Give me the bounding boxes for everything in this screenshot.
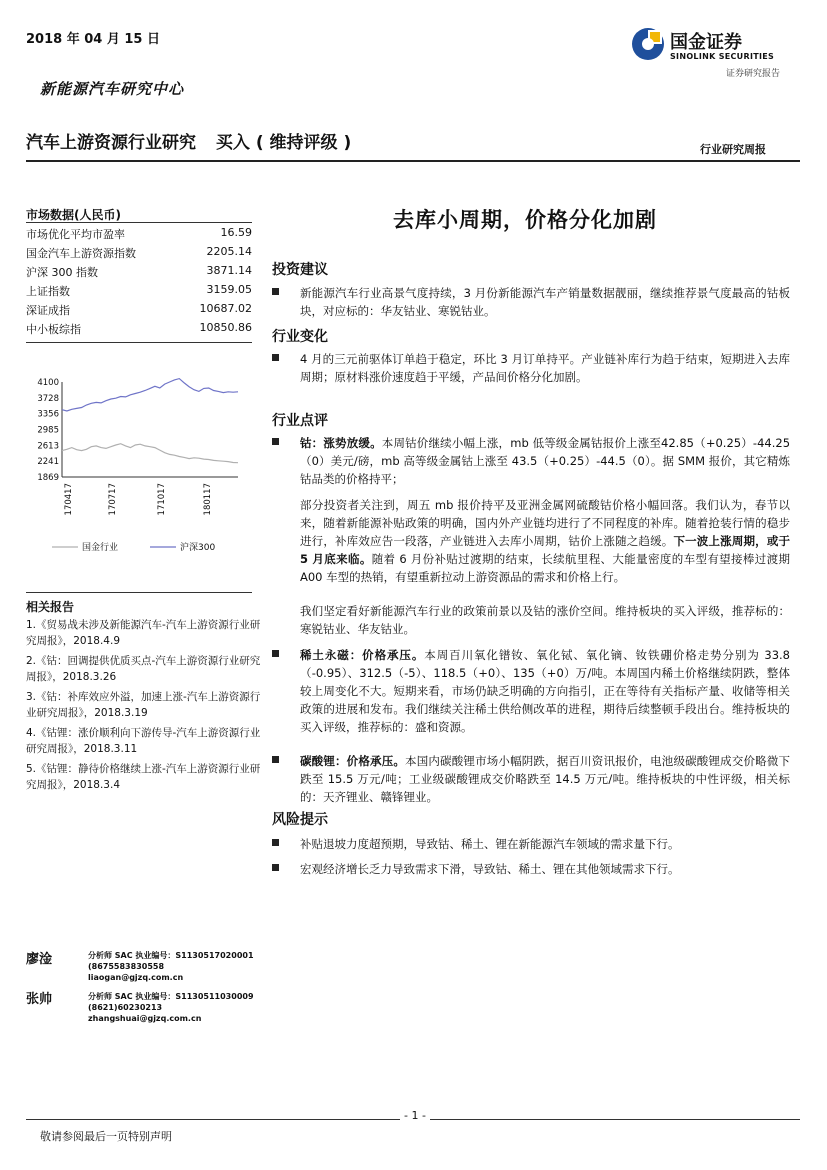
research-center-name: 新能源汽车研究中心 — [40, 80, 185, 98]
chart-x-tick-label: 170717 — [107, 483, 118, 516]
chart-series-line — [62, 379, 238, 411]
related-reports-list — [26, 617, 266, 797]
related-reports-title: 相关报告 — [26, 600, 75, 614]
bullet-icon — [272, 288, 279, 295]
market-row: 市场优化平均市盈率 16.59 — [26, 226, 252, 241]
related-report-item[interactable]: 2.《钴：回调提供优质买点-汽车上游资源行业研究周报》，2018.3.26 — [26, 655, 261, 683]
invest-paragraph: 新能源汽车行业高景气度持续，3 月份新能源汽车产销量数据靓丽，继续推荐景气度最高的钴板块，对应标的：华友钴业、寒锐钴业。 — [274, 284, 790, 320]
author-name: 廖淦 — [26, 952, 53, 967]
bullet-icon — [272, 438, 279, 445]
page-number: - 1 - — [400, 1109, 430, 1122]
disclaimer-note: 敬请参阅最后一页特别声明 — [40, 1130, 172, 1143]
chart-y-tick-label: 3356 — [37, 409, 59, 420]
chart-x-tick-label: 170417 — [63, 483, 74, 516]
market-row: 上证指数 3159.05 — [26, 283, 252, 298]
market-row: 深证成指 10687.02 — [26, 302, 252, 317]
market-top-line — [26, 222, 252, 223]
market-row: 国金汽车上游资源指数 2205.14 — [26, 245, 252, 260]
market-row: 中小板综指 10850.86 — [26, 321, 252, 336]
logo-subtitle: 证券研究报告 — [726, 69, 781, 79]
market-data-title: 市场数据(人民币) — [26, 208, 121, 222]
report-title-bar — [26, 128, 365, 153]
related-report-item[interactable]: 1.《贸易战未涉及新能源汽车-汽车上游资源行业研究周报》，2018.4.9 — [26, 619, 261, 647]
bullet-icon — [272, 839, 279, 846]
report-type: 行业研究周报 — [700, 143, 766, 156]
report-title: 汽车上游资源行业研究 — [26, 133, 196, 153]
chart-y-tick-label: 1869 — [37, 473, 59, 483]
section-title-review: 行业点评 — [272, 413, 328, 429]
related-top-line — [26, 592, 252, 593]
change-paragraph: 4 月的三元前驱体订单趋于稳定，环比 3 月订单持平。产业链补库行为趋于结束，短期进入去库周期；原材料涨价速度趋于平缓，产品间价格分化加剧。 — [274, 350, 790, 386]
rare-earth-paragraph: 稀土永磁：价格承压。本周百川氧化镨钕、氧化铽、氧化镝、钕铁硼价格走势分别为 33.8（-0.95）、312.5（-5）、118.5（+0）、135（+0）万/吨。本周国内稀土价格继续阴跌，整体较上周变化不大。短期来看，市场仍缺乏明确的方向指引，正在等待有关指标产量、收储等相关政策的进展和发布。我们继续关注稀土供给侧改革的进程，期待后续整顿手段出台。维持板块的买入评级，推荐标的：盛和资源。 — [274, 646, 790, 736]
author-name: 张帅 — [26, 992, 53, 1007]
market-row: 沪深 300 指数 3871.14 — [26, 264, 252, 279]
logo-chinese-name: 国金证券 — [670, 32, 742, 53]
bullet-icon — [272, 756, 279, 763]
related-report-item[interactable]: 3.《钴：补库效应外溢，加速上涨-汽车上游资源行业研究周报》，2018.3.19 — [26, 691, 261, 719]
author-contact: 分析师 SAC 执业编号：S1130517020001 (8675583830558 liaogan@gjzq.com.cn — [88, 951, 254, 982]
lithium-paragraph: 碳酸锂：价格承压。本国内碳酸锂市场小幅阴跌，据百川资讯报价，电池级碳酸锂成交价略微下跌至 15.5 万元/吨；工业级碳酸锂成交价略跌至 14.5 万元/吨。维持板块的中性评级，相关标的：天齐锂业、赣锋锂业。 — [274, 752, 790, 806]
report-date: 2018 年 04 月 15 日 — [26, 32, 160, 47]
cobalt-paragraph: 钴：涨势放缓。本周钴价继续小幅上涨，mb 低等级金属钴报价上涨至42.85（+0.25）-44.25（0）美元/磅，mb 高等级金属钴上涨至 43.5（+0.25）-44.5（0）。据 SMM 报价，其它精炼钴品类的价格持平； — [274, 434, 790, 488]
index-chart-svg — [22, 372, 250, 562]
index-chart — [22, 372, 250, 562]
logo-mark-icon — [630, 26, 666, 62]
market-bottom-line — [26, 342, 252, 343]
chart-x-tick-label: 180117 — [202, 483, 213, 516]
logo-english-name: SINOLINK SECURITIES — [670, 52, 775, 61]
section-title-change: 行业变化 — [272, 329, 328, 345]
bullet-icon — [272, 354, 279, 361]
risk-item: 宏观经济增长乏力导致需求下滑，导致钴、稀土、锂在其他领域需求下行。 — [274, 860, 790, 878]
chart-legend-label: 沪深300 — [180, 543, 216, 553]
chart-series-line — [62, 444, 238, 463]
report-headline: 去库小周期，价格分化加剧 — [393, 207, 657, 232]
related-report-item[interactable]: 4.《钴锂：涨价顺利向下游传导-汽车上游资源行业研究周报》，2018.3.11 — [26, 727, 261, 755]
chart-x-tick-label: 171017 — [157, 483, 168, 516]
chart-legend-label: 国金行业 — [82, 543, 119, 553]
author-contact: 分析师 SAC 执业编号：S1130511030009 (8621)60230213 zhangshuai@gjzq.com.cn — [88, 992, 254, 1023]
cobalt-recommend-paragraph: 我们坚定看好新能源汽车行业的政策前景以及钴的涨价空间。维持板块的买入评级，推荐标的：寒锐钴业、华友钴业。 — [300, 604, 790, 636]
company-logo — [630, 24, 790, 84]
section-title-invest: 投资建议 — [272, 262, 328, 278]
cobalt-analysis-paragraph: 部分投资者关注到，周五 mb 报价持平及亚洲金属网硫酸钴价格小幅回落。我们认为，春节以来，随着新能源补贴政策的明确，国内外产业链均进行了不同程度的补库。随着抢装行情的稳步进行，补库效应告一段落，产业链进入去库小周期，钴价上涨随之趋缓。下一波上涨周期，或于 5 月底来临。随着 6 月份补贴过渡期的结束，长续航里程、大能量密度的车型有望接棒过渡期 A00 车型的热销，有望重新拉动上游资源品的需求和价格上行。 — [300, 498, 791, 584]
chart-y-tick-label: 2985 — [37, 425, 59, 436]
risk-item: 补贴退坡力度超预期，导致钴、稀土、锂在新能源汽车领域的需求量下行。 — [274, 835, 790, 853]
chart-y-tick-label: 2613 — [37, 441, 59, 452]
chart-y-tick-label: 3728 — [37, 393, 59, 404]
bullet-icon — [272, 650, 279, 657]
bullet-icon — [272, 864, 279, 871]
related-report-item[interactable]: 5.《钴锂：静待价格继续上涨-汽车上游资源行业研究周报》，2018.3.4 — [26, 763, 261, 791]
header-divider — [26, 160, 800, 162]
chart-y-tick-label: 2241 — [37, 457, 59, 468]
chart-y-tick-label: 4100 — [37, 378, 59, 388]
section-title-risk: 风险提示 — [272, 812, 328, 828]
rating-label: 买入 ( 维持评级 ) — [215, 133, 352, 153]
